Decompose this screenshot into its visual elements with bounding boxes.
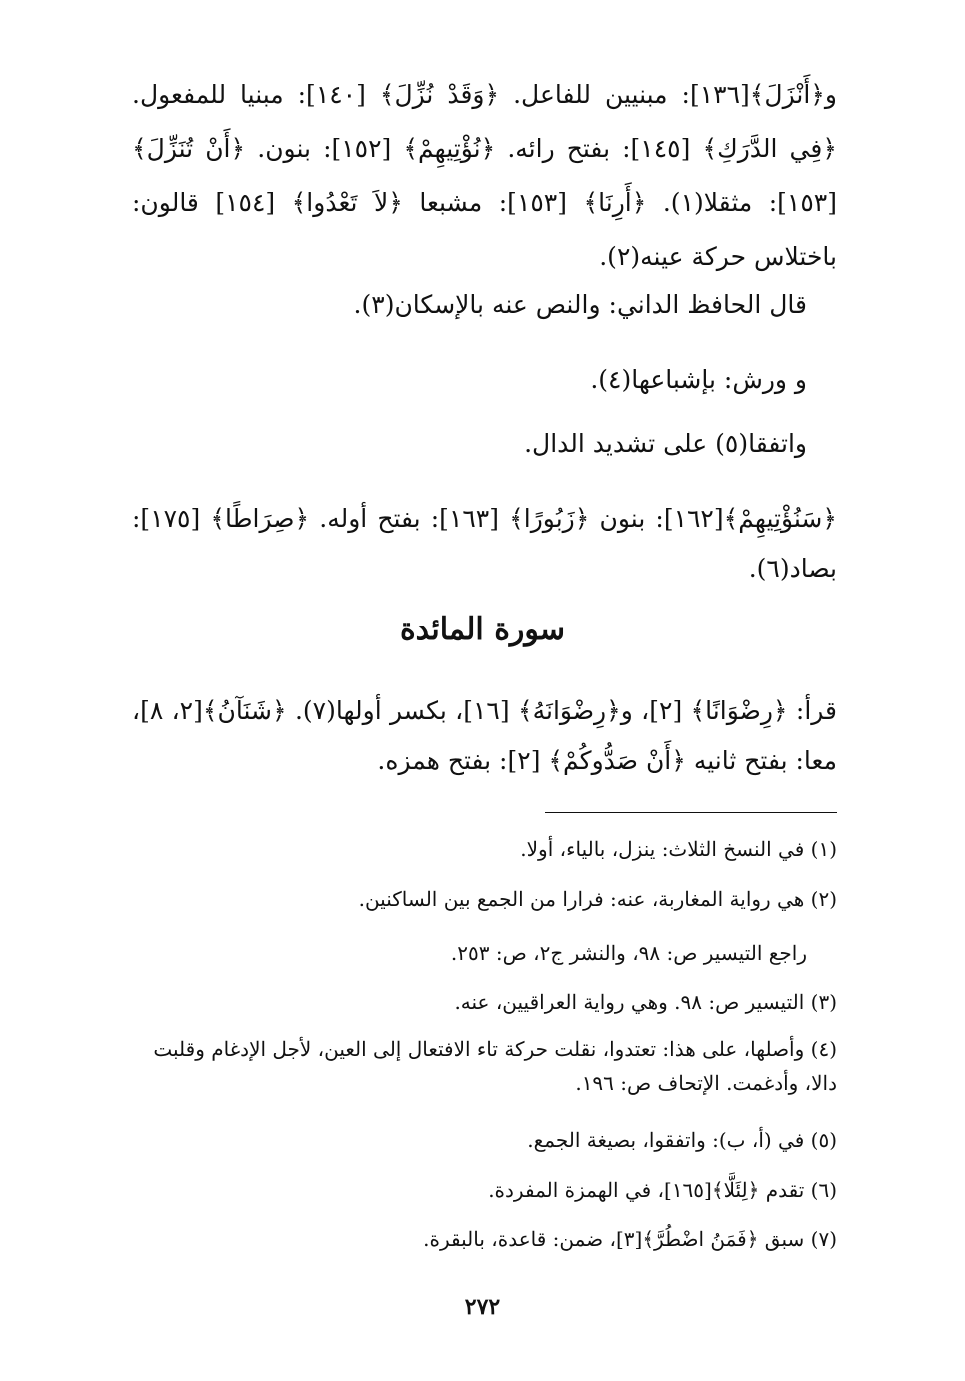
main-paragraph: و﴿أَنْزَلَ﴾[١٣٦]: مبنيين للفاعل. ﴿وَقَدْ نُزِّلَ﴾ [١٤٠]: مبنيا للمفعول. ﴿فِي الدَّرَكِ﴾ [١٤٥]: بفتح رائه. ﴿نُؤْتِيهِمْ﴾ [١٥٢]: بنون. ﴿أَنْ تُنَزِّلَ﴾ [١٥٣]: مثقلا(١). ﴿أَرِنَا﴾ [١٥٣]: مشبعا ﴿لاَ تَعْدُوا﴾ [١٥٤] قالون: باختلاس حركة عينه(٢). [132, 80, 838, 271]
warsh-line: و ورش: بإشباعها(٤). [590, 365, 807, 394]
footnote-7: (٧) سبق ﴿فَمَنُ اضْطُرَّ﴾[٣]، ضمن: قاعدة، بالبقرة. [423, 1227, 837, 1251]
surah-heading: سورة المائدة [399, 612, 566, 647]
footnote-4: (٤) وأصلها، على هذا: تعتدوا، نقلت حركة تاء الافتعال إلى العين، لأجل الإدغام وقلبت دالا، وأدغمت. الإتحاف ص: ١٩٦. [153, 1037, 837, 1095]
dani-quote-line: قال الحافظ الداني: والنص عنه بالإسكان(٣). [353, 290, 807, 319]
footnote-5: (٥) في (أ، ب): واتفقوا، بصيغة الجمع. [527, 1128, 837, 1152]
page-number: ٢٧٢ [464, 1294, 501, 1320]
second-paragraph: ﴿سَنُؤْتِيهِمْ﴾[١٦٢]: بنون ﴿زَبُورًا﴾ [١٦٣]: بفتح أوله. ﴿صِرَاطًا﴾ [١٧٥]: بصاد(٦). [132, 504, 837, 583]
third-paragraph: قرأ: ﴿رِضْوَانًا﴾ [٢]، و﴿رِضْوَانَهُ﴾ [١٦]، بكسر أولها(٧). ﴿شَنَآنُ﴾[٢، ٨]، معا: بفتح ثانيه ﴿أَنْ صَدُّوكُمْ﴾ [٢]: بفتح همزه. [132, 696, 838, 775]
footnote-divider [545, 812, 837, 813]
footnote-1: (١) في النسخ الثلاث: ينزل، بالياء، أولا. [520, 837, 837, 861]
agreement-line: واتفقا(٥) على تشديد الدال. [524, 429, 807, 458]
footnote-6: (٦) تقدم ﴿لِئَلَّا﴾[١٦٥]، في الهمزة المفردة. [488, 1178, 837, 1202]
footnote-3: (٣) التيسير ص: ٩٨. وهي رواية العراقيين، عنه. [454, 990, 837, 1014]
footnote-2-continuation: راجع التيسير ص: ٩٨، والنشر ج٢، ص: ٢٥٣. [450, 941, 807, 965]
footnote-2: (٢) هي رواية المغاربة، عنه: فرارا من الجمع بين الساكنين. [358, 887, 837, 911]
